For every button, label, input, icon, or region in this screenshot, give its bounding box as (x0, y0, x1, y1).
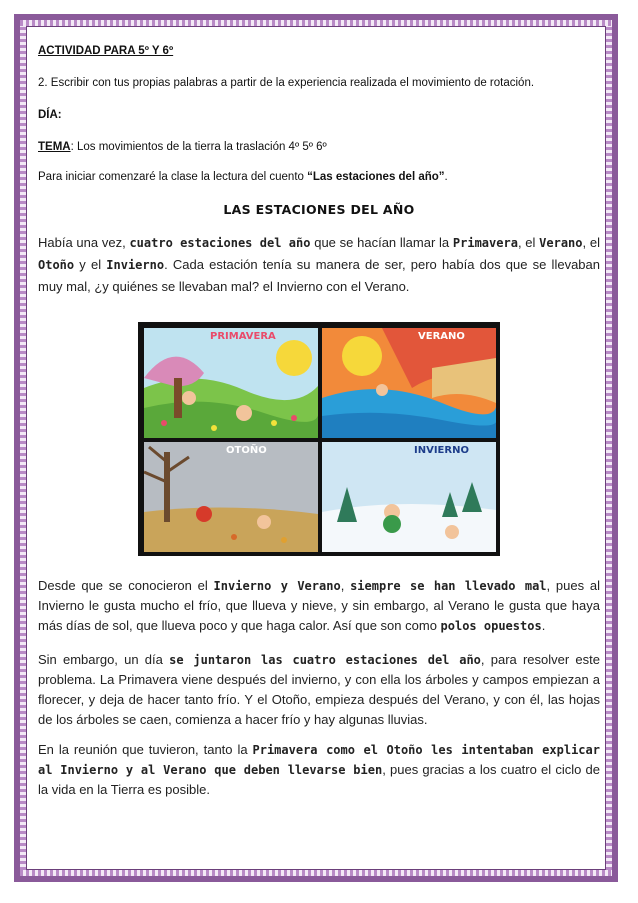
story-text: que se hacían llamar la (310, 235, 453, 250)
story-emphasis: Verano (539, 236, 583, 250)
story-text: , el (582, 235, 600, 250)
tema-text: : Los movimientos de la tierra la traslación 4º 5º 6º (70, 141, 327, 153)
tema-line (38, 140, 600, 154)
story-emphasis: Otoño (38, 258, 75, 272)
dia-line (38, 108, 600, 122)
panel-verano (322, 328, 496, 438)
story-emphasis: polos opuestos (440, 619, 542, 633)
label-primavera: PRIMAVERA (210, 331, 276, 342)
story-emphasis: siempre se han llevado mal (350, 579, 547, 593)
spring-scene-image (144, 328, 318, 438)
story-text: Había una vez, (38, 235, 130, 250)
story-paragraph-2 (38, 576, 600, 636)
intro-bold: “Las estaciones del año” (307, 171, 445, 183)
winter-scene-image (322, 442, 496, 552)
label-invierno: INVIERNO (414, 445, 469, 456)
label-verano: VERANO (418, 331, 465, 342)
activity-heading (38, 44, 600, 58)
story-text: , para resolver este problema. La Primavera viene después del invierno, y con ella los árboles y campos empiezan a florecer, y deja de hacer tanto frío. Y el Otoño, empieza después del Verano, y con él, las hojas de los árboles se caen, comienza a hacer frío y hay algunas lluvias. (38, 652, 600, 727)
story-text: , pues al Invierno le gusta mucho el frío, que llueva y nieve, y sin embargo, al Verano le gusta que haya más días de sol, que llueva poco y que haga calor. Así que son como (38, 578, 600, 633)
label-otono: OTOÑO (226, 445, 267, 456)
intro-line (38, 170, 600, 184)
story-text: . (541, 618, 546, 633)
activity-title: ACTIVIDAD PARA 5º Y 6º (38, 45, 174, 57)
story-emphasis: Invierno y Verano (213, 579, 341, 593)
panel-primavera (144, 328, 318, 438)
seasons-illustration (138, 322, 500, 556)
summer-scene-image (322, 328, 496, 438)
autumn-scene-image (144, 442, 318, 552)
story-paragraph-4 (38, 740, 600, 800)
panel-invierno (322, 442, 496, 552)
story-text: . Cada estación tenía su manera de ser, pero había dos que se llevaban muy mal, ¿y quiénes se llevaban mal? el Invierno con el Verano. (38, 257, 600, 294)
tema-label: TEMA (38, 141, 71, 153)
story-emphasis: cuatro estaciones del año (129, 236, 311, 250)
story-text: Sin embargo, un día (38, 652, 170, 667)
story-paragraph-1 (38, 232, 600, 297)
story-text: Desde que se conocieron el (38, 578, 214, 593)
story-paragraph-3 (38, 650, 600, 730)
panel-otono (144, 442, 318, 552)
story-text: , pues gracias a los cuatro el ciclo de la vida en la Tierra es posible. (38, 762, 601, 797)
dia-label: DÍA: (38, 109, 62, 121)
story-emphasis: Invierno (106, 258, 165, 272)
story-text: , (340, 578, 351, 593)
story-text: , el (517, 235, 540, 250)
instruction-line: 2. Escribir con tus propias palabras a partir de la experiencia realizada el movimiento de rotación. (38, 77, 535, 89)
story-emphasis: Primavera como el Otoño les intentaban explicar al Invierno y al Verano que deben llevarse bien (38, 743, 600, 777)
intro-end: . (444, 171, 448, 183)
story-text: y el (74, 257, 107, 272)
story-emphasis: Primavera (452, 236, 518, 250)
story-text: En la reunión que tuvieron, tanto la (38, 742, 253, 757)
intro-text: Para iniciar comenzaré la clase la lectura del cuento (38, 171, 308, 183)
story-title: LAS ESTACIONES DEL AÑO (223, 202, 415, 217)
story-emphasis: se juntaron las cuatro estaciones del año (169, 653, 481, 667)
